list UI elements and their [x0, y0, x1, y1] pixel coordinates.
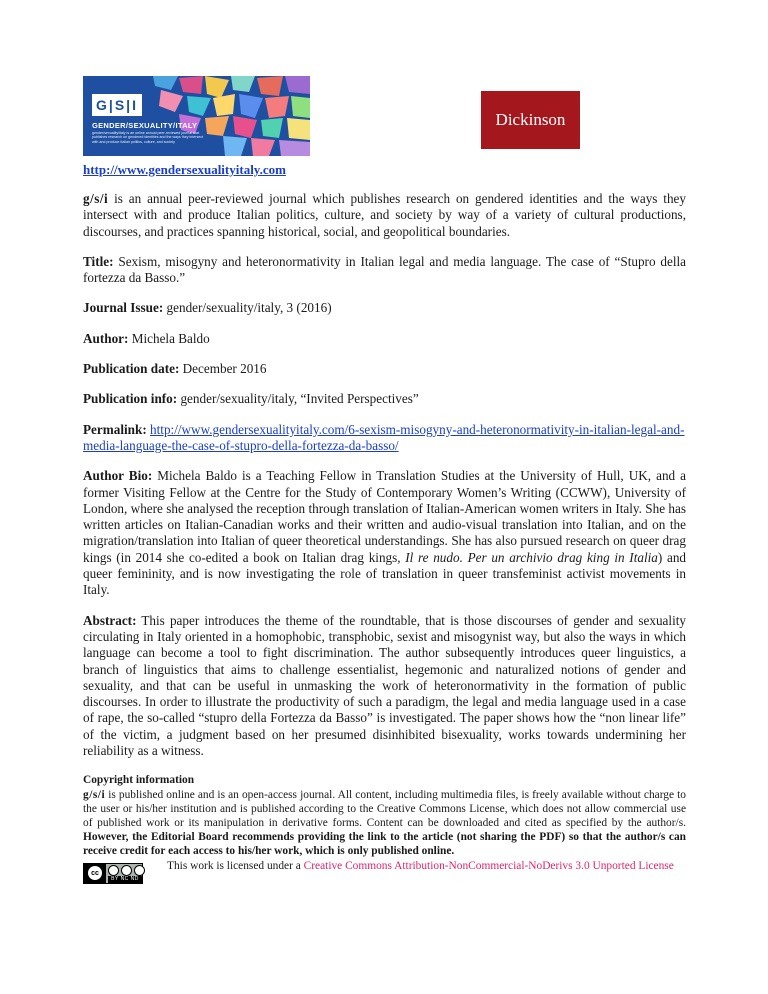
date-value: December 2016 — [179, 361, 267, 377]
permalink-field — [83, 422, 686, 455]
copyright-section — [83, 773, 686, 882]
bio-label: Author Bio: — [83, 468, 153, 484]
cc-badge-text: BY NC ND — [108, 876, 142, 883]
bio-book-title: Il re nudo. Per un archivio drag king in Italia — [405, 549, 658, 565]
banner-tagline: gender/sexuality/italy is an online annual peer-reviewed journal that publishes research on gendered identities and the ways they intersect with and produce Italian politics, culture, and society — [92, 131, 204, 144]
title-value: Sexism, misogyny and heteronormativity in Italian legal and media language. The case of “Stupro della fortezza da Basso.” — [83, 253, 686, 286]
cc-license-badge-icon[interactable] — [83, 863, 143, 884]
cc-icon: cc — [88, 866, 102, 880]
copyright-journal-name: g/s/i — [83, 788, 106, 801]
abstract-label: Abstract: — [83, 612, 137, 628]
title-field — [83, 254, 686, 287]
date-field — [83, 361, 686, 377]
copyright-bold-note: However, the Editorial Board recommends providing the link to the article (not sharing the PDF) so that the author/s can receive credit for each access to his/her work, which is only published online. — [83, 831, 686, 858]
banner-title: GENDER/SEXUALITY/ITALY — [92, 121, 198, 130]
author-value: Michela Baldo — [128, 330, 210, 346]
bio-text-2: ) and queer femininity, and is now investigating the role of translation in queer transfeminist activist movements in Italy. — [83, 549, 687, 598]
issue-label: Journal Issue: — [83, 300, 164, 316]
copyright-heading: Copyright information — [83, 774, 195, 787]
info-value: gender/sexuality/italy, “Invited Perspectives” — [177, 391, 419, 407]
issue-field — [83, 300, 686, 316]
journal-description-text: is an annual peer-reviewed journal which publishes research on gendered identities and the ways they intersect with and produce Italian politics, culture, and society by way of a variety of cultural productions, discourses, and practices spanning historical, social, and geopolitical boundaries. — [83, 191, 686, 239]
author-field — [83, 331, 686, 347]
cc-left-block — [84, 864, 106, 883]
license-statement — [167, 859, 686, 873]
by-icon — [108, 865, 119, 876]
license-row — [83, 859, 686, 882]
permalink-link[interactable]: http://www.gendersexualityitaly.com/6-sexism-misogyny-and-heteronormativity-in-italian-legal-and-media-language-the-case-of-stupro-della-fortezza-da-basso/ — [83, 421, 685, 453]
copyright-body: is published online and is an open-access journal. All content, including multimedia files, is freely available without charge to the user or his/her institution and is published according to the Creative Commons License, which does not allow commercial use of published work or its manipulation in derivative forms. Content can be downloaded and cited as specified by the author/s. — [83, 788, 686, 829]
abstract-text: This paper introduces the theme of the roundtable, that is those discourses of gender and sexuality circulating in Italy oriented in a homophobic, transphobic, sexist and misogynist way, but also the ways in which language can become a tool to fight discrimination. The author subsequently introduces queer linguistics, a branch of linguistics that aims to challenge essentialist, hegemonic and naturalized notions of gender and sexuality, and that can be useful in unmasking the work of heteronormativity in the formation of public discourses. In order to illustrate the productivity of such a paradigm, the legal and media language used in a case of rape, the so-called “stupro della Fortezza da Basso” is investigated. The paper shows how the “non linear life” of the victim, a judgment based on her presumed disinhibited bisexuality, works towards undermining her reliability as a witness. — [83, 612, 686, 759]
dickinson-logo: Dickinson — [481, 91, 580, 149]
info-field — [83, 391, 686, 407]
nc-icon — [121, 865, 132, 876]
license-link[interactable]: Creative Commons Attribution-NonCommercial-NoDerivs 3.0 Unported License — [303, 859, 674, 872]
bio-text-1: Michela Baldo is a Teaching Fellow in Translation Studies at the University of Hull, UK, and a former Visiting Fellow at the Centre for the Study of Contemporary Women’s Writing (CCWW), University of London, where she analysed the reception through translation of Italian-American women writers in Italy. She has written articles on Italian-Canadian works and their written and audio-visual translation into Italian, and on the migration/translation into Italian of queer theoretical understandings. She has also pursued research on queer drag kings (in 2014 she co-edited a book on Italian drag kings, — [83, 468, 686, 565]
author-bio — [83, 468, 686, 598]
license-prefix: This work is licensed under a — [167, 859, 304, 872]
issue-value: gender/sexuality/italy, 3 (2016) — [163, 300, 332, 316]
journal-name: g/s/i — [83, 191, 109, 206]
permalink-label: Permalink: — [83, 421, 147, 437]
author-label: Author: — [83, 330, 129, 346]
nd-icon — [134, 865, 145, 876]
article-cover-content — [83, 162, 687, 882]
gsi-logo: G|S|I — [92, 94, 142, 116]
journal-description — [83, 191, 686, 240]
info-label: Publication info: — [83, 391, 178, 407]
date-label: Publication date: — [83, 361, 180, 377]
gsi-banner-image — [83, 76, 310, 156]
cc-attribution-icons — [108, 865, 145, 876]
copyright-text — [83, 788, 686, 859]
title-label: Title: — [83, 253, 114, 269]
journal-url-link[interactable]: http://www.gendersexualityitaly.com — [83, 162, 286, 177]
abstract — [83, 613, 686, 760]
